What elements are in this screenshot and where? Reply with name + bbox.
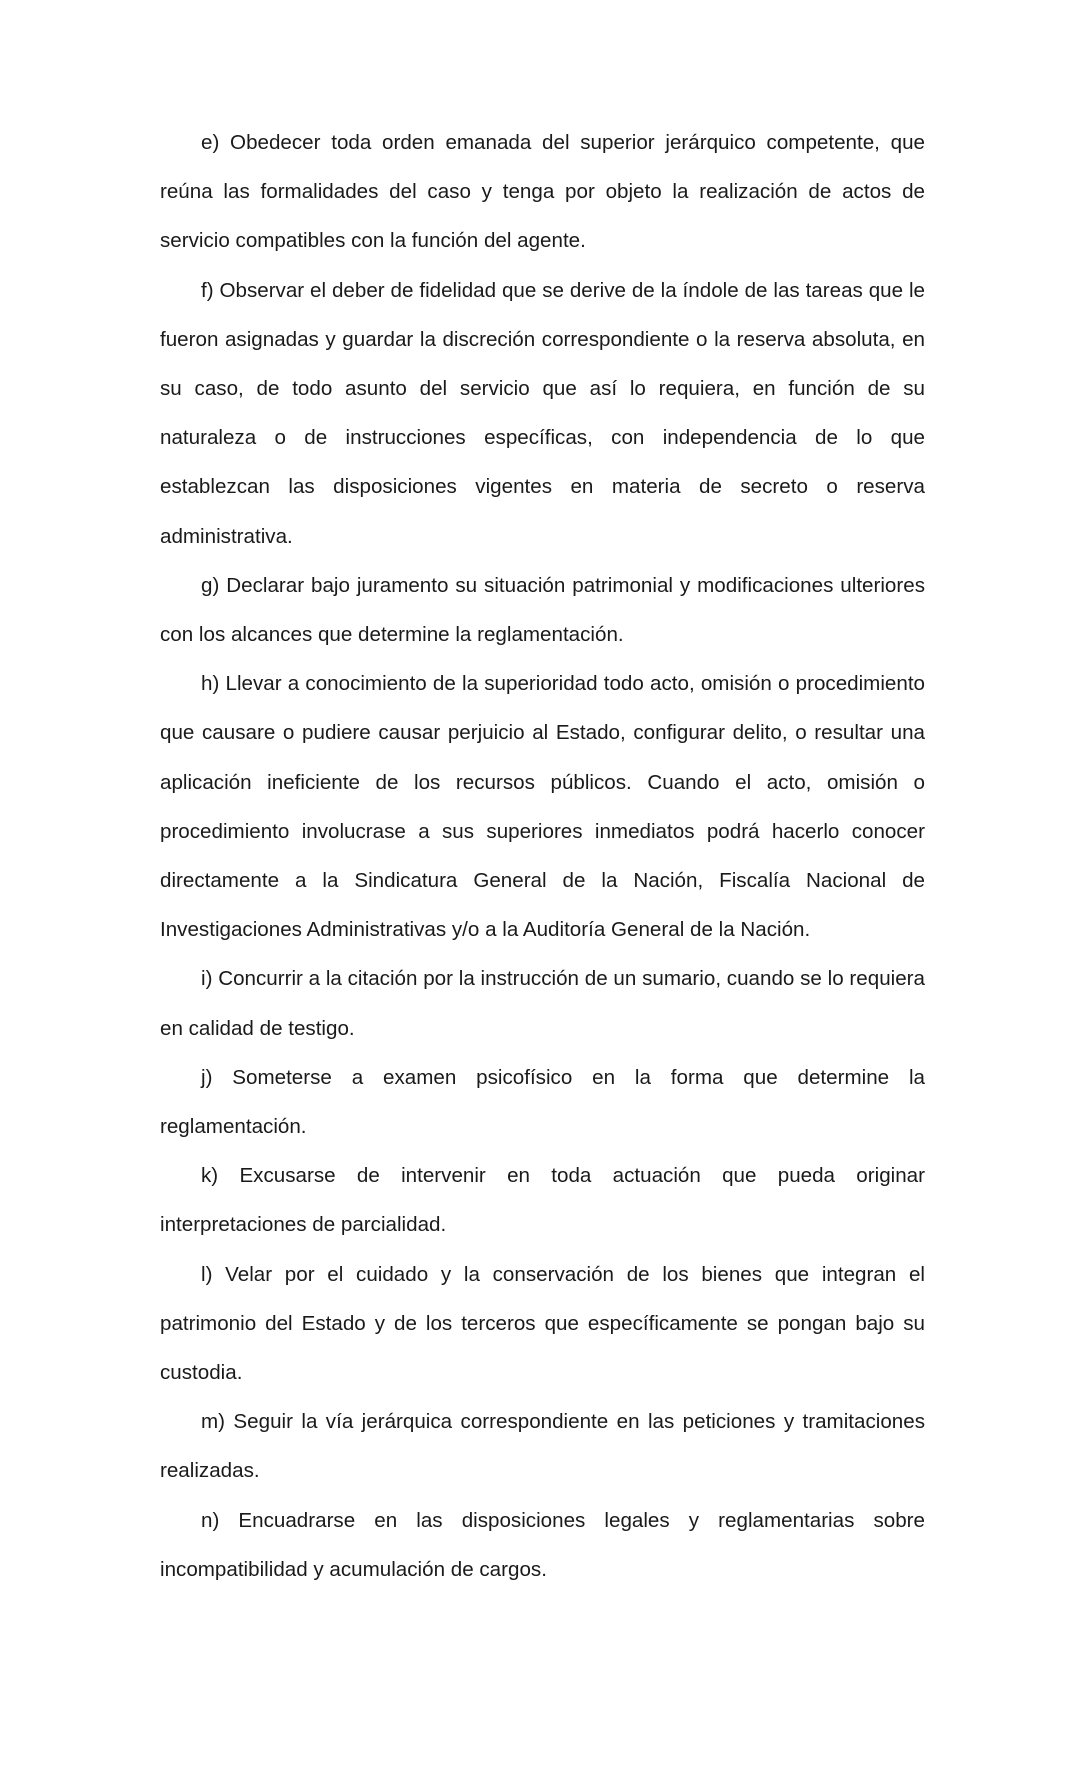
paragraph-item-k: k) Excusarse de intervenir en toda actuación que pueda originar interpretaciones de parcialidad. [160,1164,925,1237]
paragraph-item-i: i) Concurrir a la citación por la instrucción de un sumario, cuando se lo requiera en calidad de testigo. [160,967,925,1040]
paragraph-item-n: n) Encuadrarse en las disposiciones legales y reglamentarias sobre incompatibilidad y acumulación de cargos. [160,1508,925,1581]
paragraph-item-f: f) Observar el deber de fidelidad que se derive de la índole de las tareas que le fueron asignadas y guardar la discreción correspondiente o la reserva absoluta, en su caso, de todo asunto del servicio que así lo requiera, en función de su naturaleza o de instrucciones específicas, con independencia de lo que establezcan las disposiciones vigentes en materia de secreto o reserva administrativa. [160,278,925,548]
paragraph-item-e: e) Obedecer toda orden emanada del superior jerárquico competente, que reúna las formalidades del caso y tenga por objeto la realización de actos de servicio compatibles con la función del agente. [160,131,925,253]
document-body [160,118,925,1594]
paragraph-item-j: j) Someterse a examen psicofísico en la forma que determine la reglamentación. [160,1065,925,1139]
paragraph-item-l: l) Velar por el cuidado y la conservación de los bienes que integran el patrimonio del Estado y de los terceros que específicamente se pongan bajo su custodia. [160,1262,925,1385]
paragraph-item-h: h) Llevar a conocimiento de la superioridad todo acto, omisión o procedimiento que causare o pudiere causar perjuicio al Estado, configurar delito, o resultar una aplicación ineficiente de los recursos públicos. Cuando el acto, omisión o procedimiento involucrase a sus superiores inmediatos podrá hacerlo conocer directamente a la Sindicatura General de la Nación, Fiscalía Nacional de Investigaciones Administrativas y/o a la Auditoría General de la Nación. [160,672,925,942]
paragraph-item-g: g) Declarar bajo juramento su situación patrimonial y modificaciones ulteriores con los alcances que determine la reglamentación. [160,573,925,647]
paragraph-item-m: m) Seguir la vía jerárquica correspondiente en las peticiones y tramitaciones realizadas. [160,1410,925,1483]
